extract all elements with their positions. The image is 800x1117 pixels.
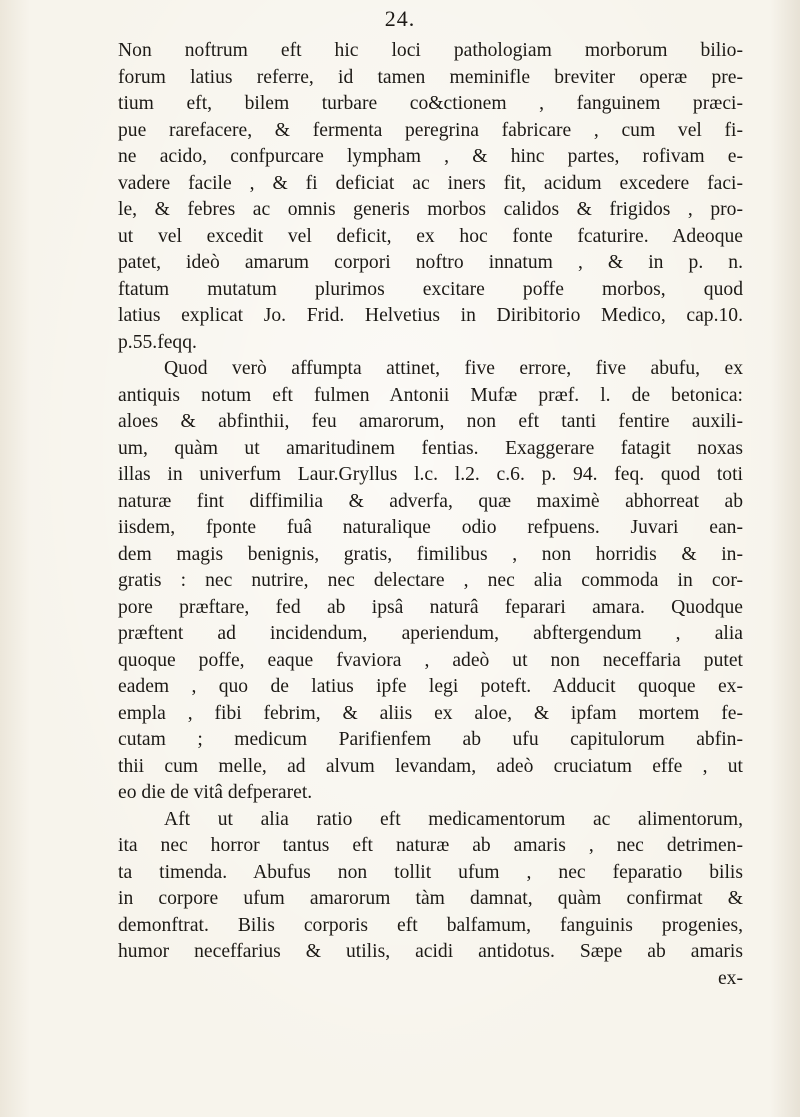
text-line: empla , fibi febrim, & aliis ex aloe, & ipfam mortem fe-: [118, 702, 743, 724]
text-line: Non noftrum eft hic loci pathologiam morborum bilio-: [118, 40, 743, 61]
text-line: ita nec horror tantus eft naturæ ab amaris , nec detrimen-: [118, 835, 743, 856]
text-line: demonftrat. Bilis corporis eft balfamum, fanguinis progenies,: [118, 914, 743, 936]
text-line: dem magis benignis, gratis, fimilibus , non horridis & in-: [118, 543, 743, 565]
paragraph-start-line: Aft ut alia ratio eft medicamentorum ac alimentorum,: [164, 808, 743, 830]
text-line: naturæ fint diffimilia & adverfa, quæ maximè abhorreat ab: [118, 490, 743, 512]
text-line: patet, ideò amarum corpori noftro innatum , & in p. n.: [118, 252, 743, 273]
text-line: p.55.feqq.: [118, 331, 197, 353]
text-line: iisdem, fponte fuâ naturalique odio refpuens. Juvari ean-: [118, 517, 743, 538]
text-line: latius explicat Jo. Frid. Helvetius in Diribitorio Medico, cap.10.: [118, 305, 743, 326]
text-line: ne acido, confpurcare lympham , & hinc partes, rofivam e-: [118, 146, 743, 167]
text-line: in corpore ufum amarorum tàm damnat, quàm confirmat &: [118, 888, 743, 909]
text-line: forum latius referre, id tamen meminifle breviter operæ pre-: [118, 66, 743, 88]
text-line: ut vel excedit vel deficit, ex hoc fonte fcaturire. Adeoque: [118, 225, 743, 247]
text-line: aloes & abfinthii, feu amarorum, non eft tanti fentire auxili-: [118, 411, 743, 432]
text-line: quoque poffe, eaque fvaviora , adeò ut non neceffaria putet: [118, 649, 743, 671]
text-line: gratis : nec nutrire, nec delectare , nec alia commoda in cor-: [118, 570, 743, 591]
body-text: [118, 38, 743, 992]
text-line: tium eft, bilem turbare co&ctionem , fanguinem præci-: [118, 93, 743, 114]
text-line: humor neceffarius & utilis, acidi antidotus. Sæpe ab amaris: [118, 941, 743, 962]
text-line: antiquis notum eft fulmen Antonii Mufæ præf. l. de betonica:: [118, 384, 743, 406]
page-number: 24.: [384, 6, 416, 31]
text-line: thii cum melle, ad alvum levandam, adeò cruciatum effe , ut: [118, 755, 743, 777]
text-line: pue rarefacere, & fermenta peregrina fabricare , cum vel fi-: [118, 119, 743, 141]
text-line: vadere facile , & fi deficiat ac iners fit, acidum excedere faci-: [118, 172, 743, 194]
text-line: pore præftare, fed ab ipsâ naturâ feparari amara. Quodque: [118, 596, 743, 618]
text-line: cutam ; medicum Parifienfem ab ufu capitulorum abfin-: [118, 729, 743, 750]
paragraph-start-line: Quod verò affumpta attinet, five errore, five abufu, ex: [164, 358, 743, 379]
text-line: um, quàm ut amaritudinem fentias. Exaggerare fatagit noxas: [118, 437, 743, 459]
text-line: illas in univerfum Laur.Gryllus l.c. l.2. c.6. p. 94. feq. quod toti: [118, 464, 743, 485]
text-line: eadem , quo de latius ipfe legi poteft. Adducit quoque ex-: [118, 676, 743, 697]
text-line: præftent ad incidendum, aperiendum, abftergendum , alia: [118, 623, 743, 644]
text-line: ta timenda. Abufus non tollit ufum , nec feparatio bilis: [118, 861, 743, 883]
catchword: ex-: [717, 967, 743, 989]
text-line: eo die de vitâ defperaret.: [118, 782, 313, 803]
text-line: le, & febres ac omnis generis morbos calidos & frigidos , pro-: [118, 199, 743, 220]
text-line: ftatum mutatum plurimos excitare poffe morbos, quod: [118, 278, 743, 300]
